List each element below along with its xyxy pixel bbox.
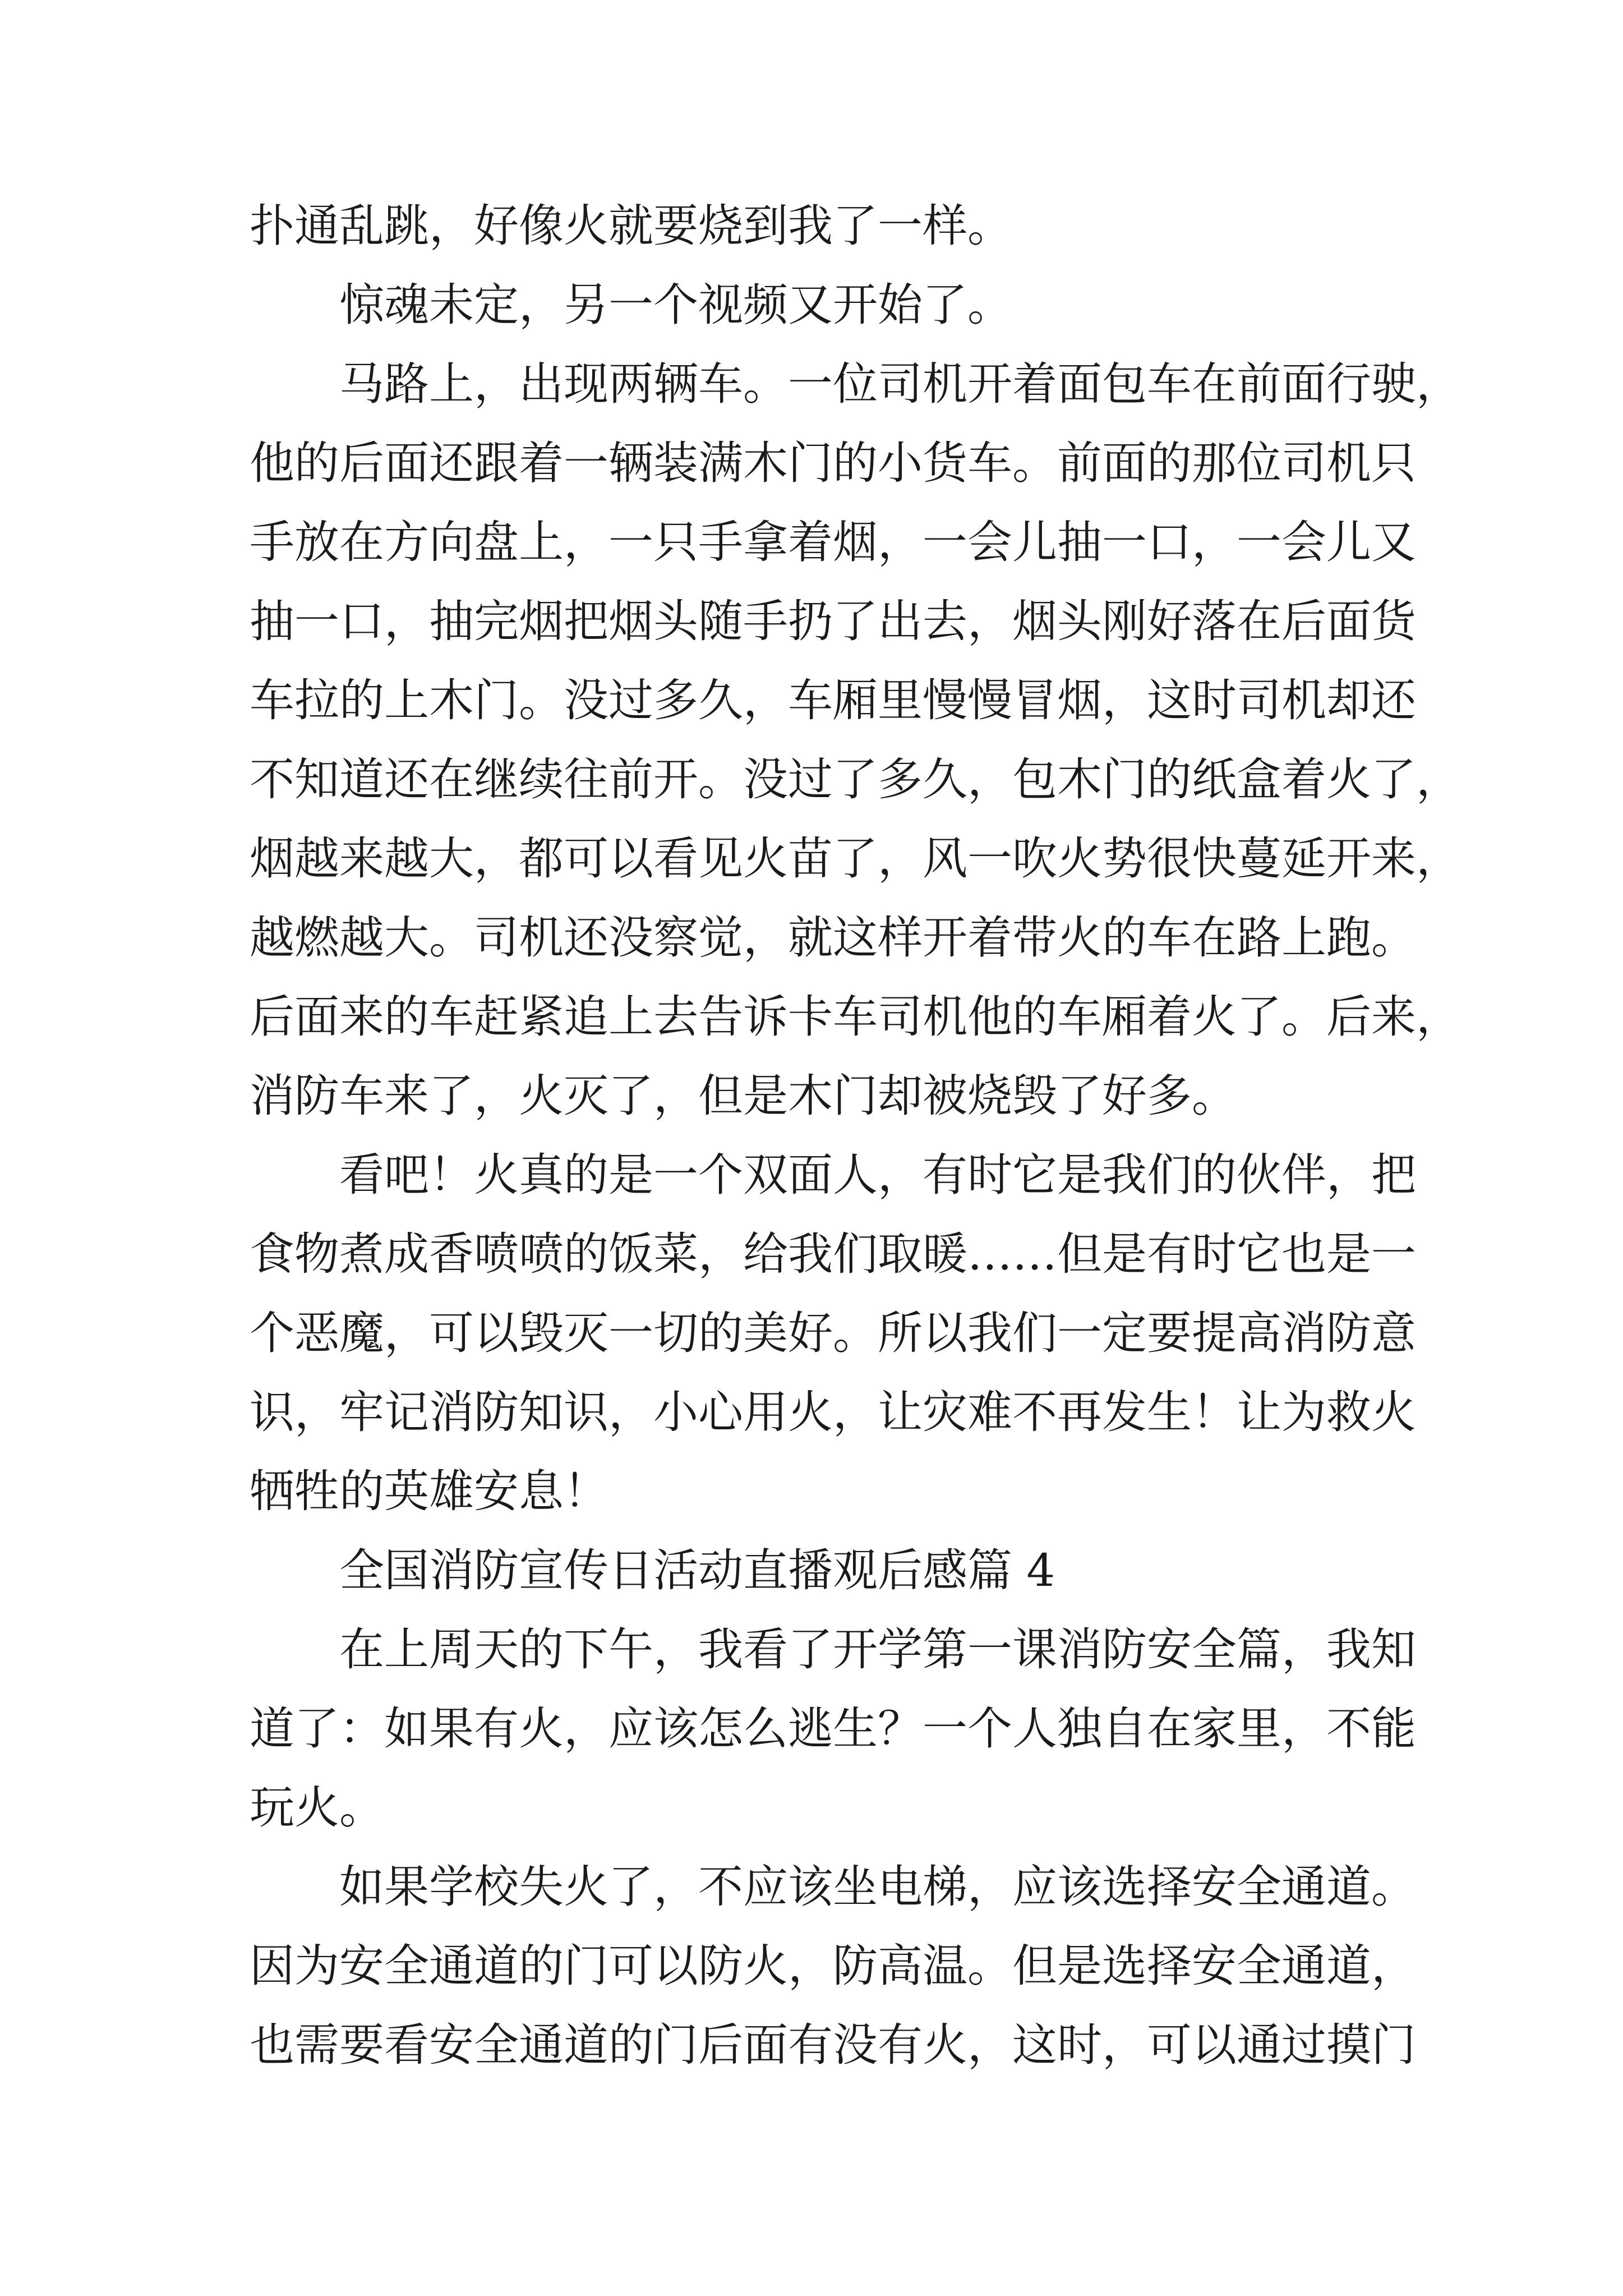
- text-line: 扑通乱跳，好像火就要烧到我了一样。: [250, 200, 1012, 252]
- text-line: 车拉的上木门。没过多久，车厢里慢慢冒烟，这时司机却还: [250, 674, 1416, 726]
- text-line: 后面来的车赶紧追上去告诉卡车司机他的车厢着火了。后来，: [250, 991, 1461, 1043]
- text-line: 马路上，出现两辆车。一位司机开着面包车在前面行驶，: [339, 358, 1461, 410]
- text-line: 识，牢记消防知识，小心用火，让灾难不再发生！让为救火: [250, 1386, 1416, 1438]
- text-line: 玩火。: [250, 1782, 384, 1834]
- text-line: 因为安全通道的门可以防火，防高温。但是选择安全通道，: [250, 1940, 1416, 1992]
- text-line: 烟越来越大，都可以看见火苗了，风一吹火势很快蔓延开来，: [250, 832, 1461, 885]
- text-line: 越燃越大。司机还没察觉，就这样开着带火的车在路上跑。: [250, 912, 1416, 964]
- text-line: 他的后面还跟着一辆装满木门的小货车。前面的那位司机只: [250, 437, 1416, 489]
- text-line: 也需要看安全通道的门后面有没有火，这时，可以通过摸门: [250, 2019, 1416, 2071]
- text-line: 看吧！火真的是一个双面人，有时它是我们的伙伴，把: [339, 1149, 1416, 1201]
- text-line: 不知道还在继续往前开。没过了多久，包木门的纸盒着火了，: [250, 753, 1461, 806]
- text-line: 抽一口，抽完烟把烟头随手扔了出去，烟头刚好落在后面货: [250, 595, 1416, 647]
- text-line: 牺牲的英雄安息！: [250, 1465, 608, 1517]
- text-line: 在上周天的下午，我看了开学第一课消防安全篇，我知: [339, 1623, 1416, 1676]
- text-line: 道了：如果有火，应该怎么逃生？一个人独自在家里，不能: [250, 1703, 1416, 1755]
- text-line: 如果学校失火了，不应该坐电梯，应该选择安全通道。: [339, 1861, 1416, 1913]
- section-heading: 全国消防宣传日活动直播观后感篇 4: [339, 1544, 1055, 1596]
- text-line: 惊魂未定，另一个视频又开始了。: [339, 279, 1012, 331]
- text-line: 消防车来了，火灭了，但是木门却被烧毁了好多。: [250, 1070, 1237, 1122]
- text-line: 个恶魔，可以毁灭一切的美好。所以我们一定要提高消防意: [250, 1307, 1416, 1359]
- text-line: 食物煮成香喷喷的饭菜，给我们取暖……但是有时它也是一: [250, 1228, 1416, 1280]
- text-line: 手放在方向盘上，一只手拿着烟，一会儿抽一口，一会儿又: [250, 516, 1416, 568]
